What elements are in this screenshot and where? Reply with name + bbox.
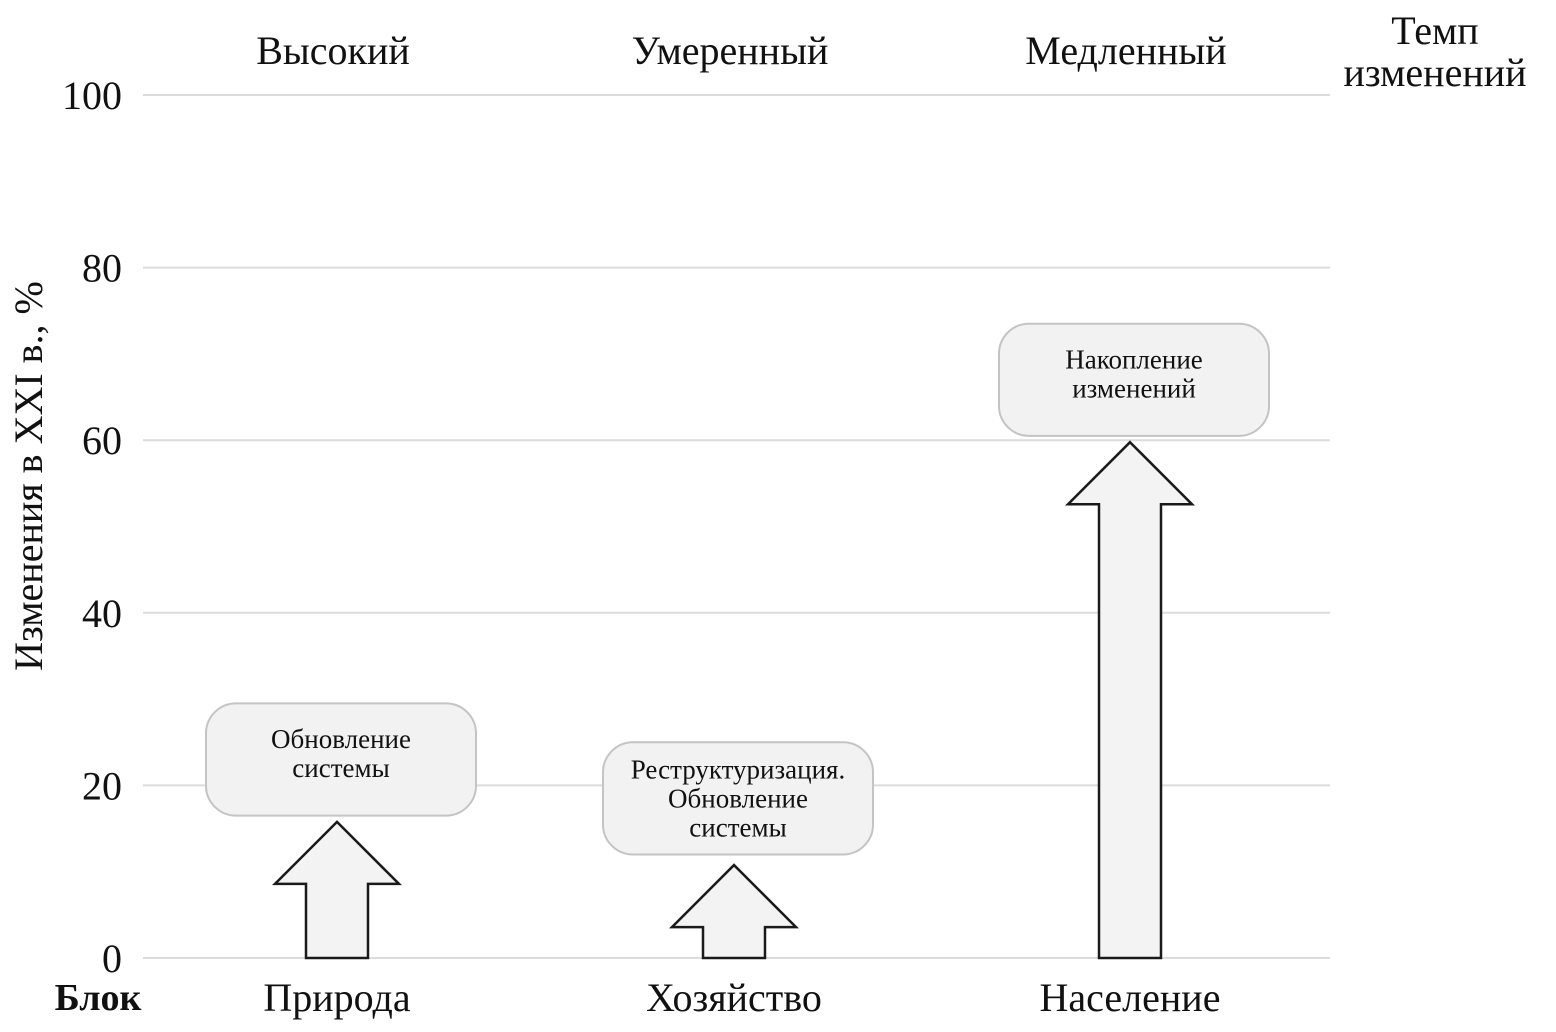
category-labels (263, 975, 1220, 1020)
annotation-text: Накопление (1065, 344, 1203, 375)
y-tick-label: 100 (62, 73, 122, 118)
annotation-text: системы (689, 812, 787, 843)
annotation-text: Обновление (668, 783, 808, 814)
y-tick-label: 60 (82, 418, 122, 464)
y-tick-label: 80 (82, 245, 122, 291)
annotation-text: изменений (1072, 373, 1196, 404)
pace-axis-title-line-2: изменений (1343, 50, 1527, 95)
y-axis-ticks (62, 73, 122, 981)
pace-label: Медленный (1025, 28, 1227, 73)
category-label: Население (1039, 975, 1221, 1020)
pace-axis-title-line-1: Темп (1391, 8, 1479, 53)
y-axis-label: Изменения в XXI в., % (6, 281, 51, 671)
category-label: Хозяйство (646, 975, 822, 1020)
annotation-box (999, 324, 1269, 436)
y-tick-label: 20 (82, 763, 122, 809)
value-arrows (275, 442, 1192, 958)
annotation-box (206, 703, 476, 815)
value-arrow (275, 822, 399, 958)
pace-labels (256, 28, 1227, 73)
annotation-text: системы (292, 753, 390, 784)
y-tick-label: 0 (102, 936, 122, 981)
annotation-text: Реструктуризация. (630, 754, 846, 785)
category-axis-title: Блок (54, 977, 142, 1019)
value-arrow (672, 865, 796, 958)
pace-label: Умеренный (631, 28, 829, 73)
annotation-text: Обновление (271, 724, 411, 755)
value-arrow (1068, 442, 1192, 958)
category-label: Природа (263, 975, 411, 1020)
pace-label: Высокий (256, 28, 410, 73)
y-tick-label: 40 (82, 590, 122, 636)
annotation-box (603, 742, 873, 854)
